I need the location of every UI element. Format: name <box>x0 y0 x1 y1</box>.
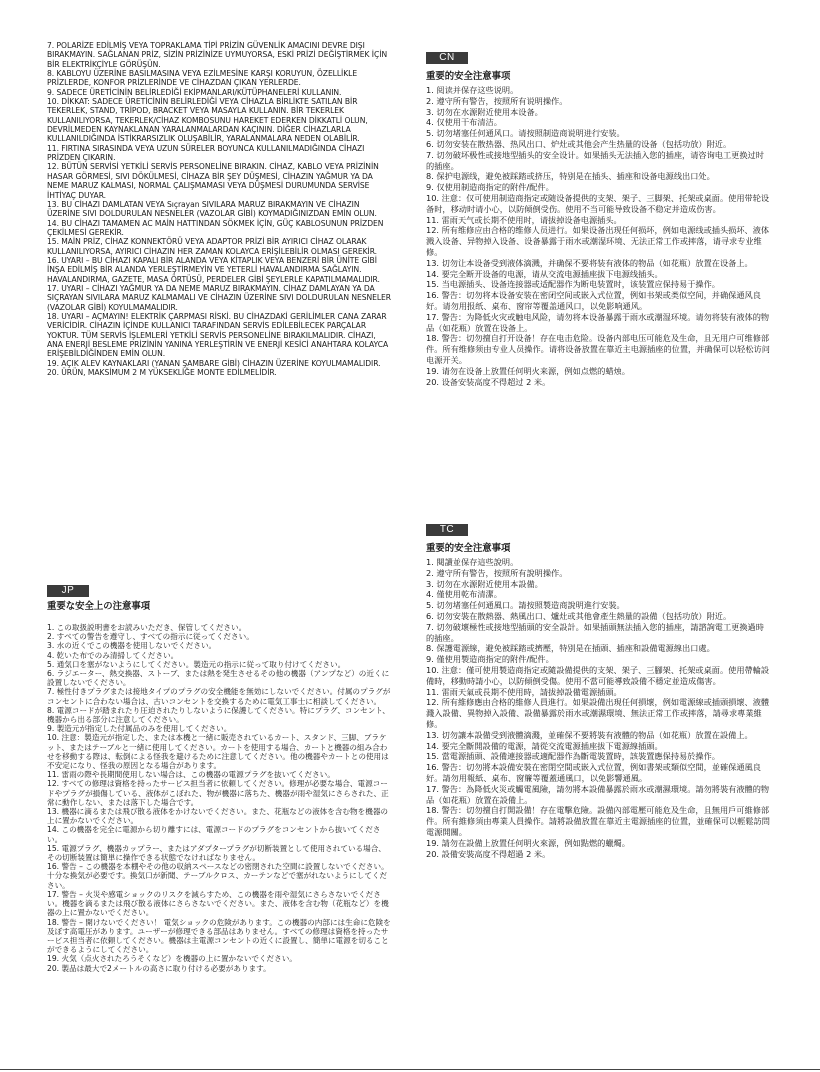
list-item: 11. 雷雨天氣或長期不使用時，請拔掉設備電源插頭。 <box>426 686 622 697</box>
list-item: 16. 警告：切勿将本设备安装在密闭空间或嵌入式位置，例如书架或类似空间，并确保通风良好。请勿用报纸、桌布、窗帘等覆盖通风口，以免影响通风。 <box>426 290 761 311</box>
list-item: 13. 切勿让本设备受到液体滴溅，并确保不要将装有液体的物品（如花瓶）放置在设备上。 <box>426 257 753 268</box>
language-tag-tc: TC <box>426 524 468 536</box>
list-item: 8. KABLOYU ÜZERİNE BASILMASINA VEYA EZİLMESİNE KARŞI KORUYUN, ÖZELLİKLE PRİZLERDE, KONFOR PRİZLERİNDE VE CİHAZDAN ÇIKAN YERLERDE. <box>47 69 358 88</box>
list-item: 13. BU CİHAZI DAMLATAN VEYA Sıçrayan SIVILARA MARUZ BIRAKMAYIN VE CİHAZIN ÜZERİNE SIVI DOLDURULAN NESNELER (VAZOLAR GİBİ) KOYMADIĞINIZDAN EMİN OLUN. <box>47 199 377 219</box>
list-item: 12. 所有维修应由合格的维修人员进行。如果设备出现任何损坏，例如电源线或插头损坏、液体溅入设备、异物掉入设备、设备暴露于雨水或潮湿环境、无法正常工作或摔落，请寻求专业维修。 <box>426 225 770 257</box>
list-item: 4. 仅使用干布清洁。 <box>426 117 502 128</box>
list-item: 6. 切勿安裝在散熱器、熱風出口、爐灶或其他會產生熱量的設備（包括功放）附近。 <box>426 610 732 621</box>
list-item: 2. 遵守所有警告，按照所有说明操作。 <box>426 95 568 106</box>
list-item: 17. 警告：为降低火灾或触电风险，请勿将本设备暴露于雨水或潮湿环境。请勿将装有液体的物品（如花瓶）放置在设备上。 <box>426 311 770 333</box>
list-item: 17. 警告 – 火災や感電ショックのリスクを減らすため、この機器を雨や湿気にさらさないでください。機器を滴るまたは飛び散る液体にさらさないでください。また、液体を含む物（花瓶など）を機器の上に置かないでください。 <box>47 889 389 918</box>
simplified-chinese-safety-section <box>426 45 771 387</box>
list-item: 18. 警告：切勿擅自打开设备！存在电击危险。设备内部电压可能危及生命，且无用户可维修部件。所有维修须由专业人员操作。请将设备放置在靠近主电源插座的位置，并确保可以轻松访问电源开关。 <box>426 333 770 365</box>
list-item: 11. 雷雨の際や長期間使用しない場合は、この機器の電源プラグを抜いてください。 <box>47 770 335 780</box>
list-item: 14. この機器を完全に電源から切り離すには、電源コードのプラグをコンセントから抜いてください。 <box>47 825 381 844</box>
list-item: 18. 警告 – 開けないでください！ 電気ショックの危険があります。この機器の内部には生命に危険を及ぼす高電圧があります。ユーザーが修理できる部品はありません。すべての修理は資格を持ったサービス担当者に依頼してください。機器は主電源コンセントの近くに設置し、簡単に電源を切ることができるようにしてください。 <box>47 917 391 955</box>
list-item: 19. 請勿在設備上放置任何明火來源，例如點燃的蠟燭。 <box>426 837 630 848</box>
japanese-item-list <box>47 623 392 973</box>
list-item: 20. 設備安裝高度不得超過 2 米。 <box>426 848 551 859</box>
list-item: 5. 切勿堵塞任何通風口。請按照製造商說明進行安裝。 <box>426 600 625 611</box>
list-item: 10. DİKKAT: SADECE ÜRETİCİNİN BELİRLEDİĞİ VEYA CİHAZLA BİRLİKTE SATILAN BİR TEKERLEK, STAND, TRİPOD, BRACKET VEYA MASAYLA KULLANIN. BİR TEKERLEK KULLANILIYORSA, TEKERLEK/CİHAZ KOMBOSUNU HAREKET EDERKEN DİKKATLİ OLUN, DEVRİLMEDEN KAYNAKLANAN YARALANMALARDAN KAÇININ. DİĞER CİHAZLARLA KULLANILDIĞINDA İSTİKRARSIZLIK OLUŞABİLİR, YARALANMALARA NEDEN OLABİLİR. <box>47 97 368 144</box>
page-bottom-divider <box>0 1069 820 1070</box>
list-item: 16. 警告 – この機器を本棚やその他の収納スペースなどの密閉された空間に設置しないでください。十分な換気が必要です。換気口が新聞、テーブルクロス、カーテンなどで塞がれないようにしてください。 <box>47 862 389 890</box>
list-item: 12. BÜTÜN SERVİSİ YETKİLİ SERVİS PERSONELİNE BIRAKIN. CİHAZ, KABLO VEYA PRİZİNİN HASAR GÖRMESİ, SIVI DÖKÜLMESİ, CİHAZA BİR ŞEY DÜŞMESİ, CİHAZIN YAĞMUR YA DA NEME MARUZ KALMASI, NORMAL ÇALIŞMAMASI VEYA DÜŞMESİ DURUMUNDA SERVİSE İHTİYAÇ DUYAR. <box>47 162 379 200</box>
list-item: 2. 遵守所有警告，按照所有說明操作。 <box>426 567 568 578</box>
list-item: 11. FIRTINA SIRASINDA VEYA UZUN SÜRELER BOYUNCA KULLANILMADIĞINDA CİHAZI PRİZDEN ÇIKARIN. <box>47 143 365 163</box>
list-item: 1. 阅读并保存这些说明。 <box>426 85 519 95</box>
list-item: 14. BU CİHAZI TAMAMEN AC MAİN HATTINDAN SÖKMEK İÇİN, GÜÇ KABLOSUNUN PRİZDEN ÇEKİLMESİ GEREKİR. <box>47 218 384 237</box>
list-item: 2. すべての警告を遵守し、すべての指示に従ってください。 <box>47 632 254 642</box>
simplified-chinese-item-list <box>426 85 771 387</box>
list-item: 18. 警告：切勿擅自打開設備！存在電擊危險。設備內部電壓可能危及生命，且無用戶可維修部件。所有維修須由專業人員操作。請將設備放置在靠近主電源插座的位置，並確保可以輕鬆訪問電源開關。 <box>426 805 770 837</box>
turkish-safety-section <box>47 41 392 377</box>
list-item: 4. 僅使用乾布清潔。 <box>426 589 502 600</box>
traditional-chinese-item-list <box>426 557 771 859</box>
list-item: 12. 所有維修應由合格的維修人員進行。如果設備出現任何損壞，例如電源線或插頭損壞、液體濺入設備、異物掉入設備、設備暴露於雨水或潮濕環境、無法正常工作或摔落，請尋求專業維修。 <box>426 697 770 729</box>
list-item: 1. 閱讀並保存這些說明。 <box>426 557 519 567</box>
list-item: 9. 仅使用制造商指定的附件/配件。 <box>426 182 554 193</box>
section-title: 重要的安全注意事项 <box>426 71 511 82</box>
list-item: 10. 注意：僅可使用製造商指定或隨設備提供的支架、架子、三腳架、托架或桌面。使用帶輪設備時，移動時請小心，以防傾倒受傷。使用不當可能導致設備不穩定並造成傷害。 <box>426 664 770 686</box>
list-item: 7. POLARİZE EDİLMİŞ VEYA TOPRAKLAMA TİPİ PRİZİN GÜVENLİK AMACINI DEVRE DIŞI BIRAKMAYIN. SAĞLANAN PRİZ, SİZİN PRİZİNİZE UYMUYORSA, ESKİ PRİZİ DEĞİŞTİRMEK İÇİN BİR ELEKTRİKÇİYLE GÖRÜŞÜN. <box>47 41 388 69</box>
list-item: 15. MAİN PRİZ, CİHAZ KONNEKTÖRÜ VEYA ADAPTOR PRİZİ BİR AYIRICI CİHAZ OLARAK KULLANILIYORSA, AYIRICI CİHAZIN HER ZAMAN KOLAYCA ERİŞİLEBİLİR OLMASI GEREKİR. <box>47 237 378 256</box>
list-item: 15. 当电源插头、设备连接器或适配器作为断电装置时，该装置应保持易于操作。 <box>426 279 720 290</box>
language-tag-cn: CN <box>426 52 468 64</box>
list-item: 11. 雷雨天气或长期不使用时，请拔掉设备电源插头。 <box>426 214 622 225</box>
list-item: 15. 電源プラグ、機器カップラー、またはアダプタープラグが切断装置として使用されている場合、その切断装置は簡単に操作できる状態でなければなりません。 <box>47 843 386 863</box>
list-item: 20. ÜRÜN, MAKSİMUM 2 M YÜKSEKLİĞE MONTE EDİLMELİDİR. <box>47 368 277 378</box>
section-title: 重要的安全注意事項 <box>426 543 511 554</box>
list-item: 5. 通気口を塞がないようにしてください。製造元の指示に従って取り付けてください。 <box>47 659 346 669</box>
list-item: 4. 乾いた布でのみ清掃してください。 <box>47 650 179 660</box>
list-item: 9. SADECE ÜRETİCİNİN BELİRLEDİĞİ EKİPMANLARI/KÜTÜPHANELERİ KULLANIN. <box>47 87 342 97</box>
list-item: 17. UYARI – CİHAZI YAĞMUR YA DA NEME MARUZ BIRAKMAYIN. CİHAZ DAMLAYAN YA DA SIÇRAYAN SIVILARA MARUZ KALMAMALI VE CİHAZIN ÜZERİNE SIVI DOLDURULAN NESNELER (VAZOLAR GİBİ) KOYULMAMALIDIR. <box>47 283 392 312</box>
list-item: 18. UYARI – AÇMAYIN! ELEKTRİK ÇARPMASI RİSKİ. BU CİHAZDAKİ GERİLİMLER CANA ZARAR VERİCİDİR. CİHAZIN İÇİNDE KULLANICI TARAFINDAN SERVİS EDİLEBİLECEK PARÇALAR YOKTUR. TÜM SERVİS İŞLEMLERİ YETKİLİ SERVİS PERSONELİNE BIRAKILMALIDIR. CİHAZI, ANA ENERJİ BESLEME PRİZİNİN YANINA YERLEŞTİRİN VE ENERJİ KESİCİ ANAHTARA KOLAYCA ERİŞEBİLDİĞİNDEN EMİN OLUN. <box>47 311 389 359</box>
list-item: 5. 切勿堵塞任何通风口。请按照制造商说明进行安装。 <box>426 128 625 139</box>
list-item: 19. 请勿在设备上放置任何明火来源，例如点燃的蜡烛。 <box>426 365 630 376</box>
list-item: 8. 保护电源线，避免被踩踏或挤压，特别是在插头、插座和设备电源线出口处。 <box>426 171 715 182</box>
japanese-safety-section <box>47 578 392 973</box>
list-item: 7. 切勿破壞極性或接地型插頭的安全設計。如果插頭無法插入您的插座，請諮詢電工更換過時的插座。 <box>426 621 764 643</box>
list-item: 10. 注意：製造元が指定した、または本機と一緒に販売されているカート、スタンド、三脚、ブラケット、またはテーブルと一緒に使用してください。カートを使用する場合、カートと機器の組み合わせを移動する際は、転倒による怪我を避けるために注意してください。他の機器やカートとの使用は不安定になり、怪我の原因となる場合があります。 <box>47 733 389 771</box>
section-title: 重要な安全上の注意事項 <box>47 601 151 612</box>
list-item: 3. 切勿在水源附近使用本設備。 <box>426 578 543 589</box>
list-item: 13. 機器に滴るまたは飛び散る液体をかけないでください。また、花瓶などの液体を含む物を機器の上に置かないでください。 <box>47 807 389 826</box>
traditional-chinese-safety-section <box>426 517 771 859</box>
list-item: 9. 僅使用製造商指定的附件/配件。 <box>426 654 554 665</box>
list-item: 16. UYARI – BU CİHAZI KAPALI BİR ALANDA VEYA KİTAPLIK VEYA BENZERİ BİR ÜNİTE GİBİ İNŞA EDİLMİŞ BİR ALANDA YERLEŞTİRMEYİN VE YETERLİ HAVALANDIRMA SAĞLAYIN. HAVALANDIRMA, GAZETE, MASA ÖRTÜSÜ, PERDELER GİBİ ŞEYLERLE KAPATILMAMALIDIR. <box>47 255 380 284</box>
list-item: 8. 保護電源線，避免被踩踏或擠壓，特別是在插頭、插座和設備電源線出口處。 <box>426 643 715 654</box>
list-item: 20. 设备安装高度不得超过 2 米。 <box>426 376 551 387</box>
list-item: 12. すべての修理は資格を持ったサービス担当者に依頼してください。修理が必要な場合、電源コードやプラグが損傷している、液体がこぼれた、物が機器に落ちた、機器が雨や湿気にさらされた、正常に動作しない、または落下した場合です。 <box>47 779 389 807</box>
list-item: 3. 水の近くでこの機器を使用しないでください。 <box>47 641 217 651</box>
list-item: 19. 火気（点火されたろうそくなど）を機器の上に置かないでください。 <box>47 954 297 964</box>
list-item: 9. 製造元が指定した付属品のみを使用してください。 <box>47 724 232 734</box>
list-item: 3. 切勿在水源附近使用本设备。 <box>426 106 543 117</box>
list-item: 19. AÇIK ALEV KAYNAKLARI (YANAN ŞAMBARE GİBİ) CİHAZIN ÜZERİNE KOYULMAMALIDIR. <box>47 358 381 368</box>
list-item: 13. 切勿讓本設備受到液體滴濺，並確保不要將裝有液體的物品（如花瓶）放置在設備上。 <box>426 729 753 740</box>
list-item: 1. この取扱説明書をお読みいただき、保管してください。 <box>47 623 247 632</box>
list-item: 6. 切勿安装在散热器、热风出口、炉灶或其他会产生热量的设备（包括功放）附近。 <box>426 138 732 149</box>
list-item: 17. 警告：為降低火災或觸電風險，請勿將本設備暴露於雨水或潮濕環境。請勿將裝有液體的物品（如花瓶）放置在設備上。 <box>426 783 770 805</box>
list-item: 14. 要完全斷開設備的電源，請從交流電源插座拔下電源線插頭。 <box>426 740 663 751</box>
turkish-item-list <box>47 41 392 377</box>
list-item: 7. 切勿破坏极性或接地型插头的安全设计。如果插头无法插入您的插座，请咨询电工更换过时的插座。 <box>426 149 764 171</box>
list-item: 8. 電源コードが踏まれたり圧迫されたりしないように保護してください。特にプラグ、コンセント、機器から出る部分に注意してください。 <box>47 705 390 725</box>
list-item: 14. 要完全断开设备的电源，请从交流电源插座拔下电源线插头。 <box>426 268 663 279</box>
language-tag-jp: JP <box>47 585 89 597</box>
list-item: 7. 極性付きプラグまたは接地タイプのプラグの安全機能を無効にしないでください。付属のプラグがコンセントに合わない場合は、古いコンセントを交換するために電気工事士に相談してください。 <box>47 687 391 706</box>
list-item: 16. 警告：切勿將本設備安裝在密閉空間或嵌入式位置，例如書架或類似空間，並確保通風良好。請勿用報紙、桌布、窗簾等覆蓋通風口，以免影響通風。 <box>426 762 761 783</box>
list-item: 20. 製品は最大で2メートルの高さに取り付ける必要があります。 <box>47 963 271 973</box>
list-item: 6. ラジエーター、熱交換器、ストーブ、または熱を発生させるその他の機器（アンプなど）の近くに設置しないでください。 <box>47 669 390 688</box>
list-item: 10. 注意：仅可使用制造商指定或随设备提供的支架、架子、三脚架、托架或桌面。使用带轮设备时，移动时请小心，以防倾倒受伤。使用不当可能导致设备不稳定并造成伤害。 <box>426 192 770 214</box>
list-item: 15. 當電源插頭、設備連接器或適配器作為斷電裝置時，該裝置應保持易於操作。 <box>426 751 720 762</box>
